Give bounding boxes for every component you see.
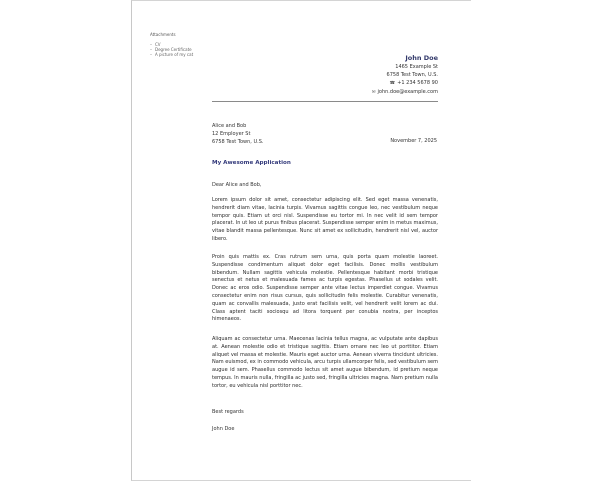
body-paragraph: Proin quis mattis ex. Cras rutrum sem urna, quis porta quam molestie laoreet. Suspendisse condimentum aliquet dolor eget facilisis. Donec mollis vestibulum bibendum. Nullam sagittis vehicula molestie. Pellentesque habitant morbi tristique senectus et netus et malesuada fames ac turpis egestas. Phasellus ut sodales velit. Donec ac eros odio. Suspendisse semper ante vitae lectus imperdiet congue. Vivamus consectetur enim non risus cursus, quis sollicitudin felis molestie. Curabitur venenatis, quam ac convallis malesuada, justo erat facilisis velit, vel hendrerit velit lorem ac dui. Class aptent taciti sociosqu ad litora torquent per conubia nostra, per inceptos himenaeos. [212,254,438,323]
body-paragraph: Aliquam ac consectetur urna. Maecenas lacinia tellus magna, ac vulputate ante dapibus at. Aenean molestie odio et tristique sagittis. Etiam ornare nec leo ut porttitor. Etiam aliquet vel massa et molestie. Mauris eget auctor urna. Aenean viverra tincidunt ultricies. Nam euismod, ex in commodo vehicula, arcu turpis ullamcorper felis, sed vestibulum sem augue id sem. Phasellus commodo lectus sit amet augue bibendum, id pretium neque tempus. In mauris nulla, fringilla ac justo sed, fringilla ultricies magna. Nam pretium nulla tortor, eu vehicula nisl porttitor nec. [212,336,438,389]
letter-date: November 7, 2025 [390,138,437,144]
attachment-item: – A picture of my cat [150,52,194,57]
attachments-block [150,32,193,57]
letter-subject: My Awesome Application [212,160,291,166]
phone-icon: ☎ [389,81,396,86]
sender-name: John Doe [405,54,438,62]
sender-city: 6758 Test Town, U.S. [386,72,438,78]
attachments-title: Attachments [150,32,176,37]
attachment-item: – CV [150,42,161,47]
header-divider [212,101,438,102]
sender-address [372,54,438,97]
sender-phone: ☎ +1 234 5678 90 [389,80,438,86]
recipient-name: Alice and Bob [212,123,247,129]
recipient-address [212,122,263,146]
closing: Best regards [212,409,244,415]
salutation: Dear Alice and Bob, [212,182,262,188]
attachment-item: – Degree Certificate [150,47,192,52]
sender-email: ✉ john.doe@example.com [371,89,438,95]
email-icon: ✉ [371,90,376,95]
recipient-street: 12 Employer St [212,131,251,137]
recipient-city: 6758 Test Town, U.S. [212,139,264,145]
signature: John Doe [212,426,235,432]
body-paragraph: Lorem ipsum dolor sit amet, consectetur adipiscing elit. Sed eget massa venenatis, hendrerit diam vitae, lacinia turpis. Vivamus sagittis congue leo, nec vestibulum neque tempor quis. Etiam ut orci nisl. Suspendisse eu tortor mi. In nec velit id sem tempor placerat. In ut leo ut purus finibus placerat. Suspendisse semper enim in metus maximus, vitae blandit massa pellentesque. Nunc sit amet ex sollicitudin, hendrerit nisl vel, auctor libero. [212,197,438,242]
sender-street: 1465 Example St [395,64,438,70]
